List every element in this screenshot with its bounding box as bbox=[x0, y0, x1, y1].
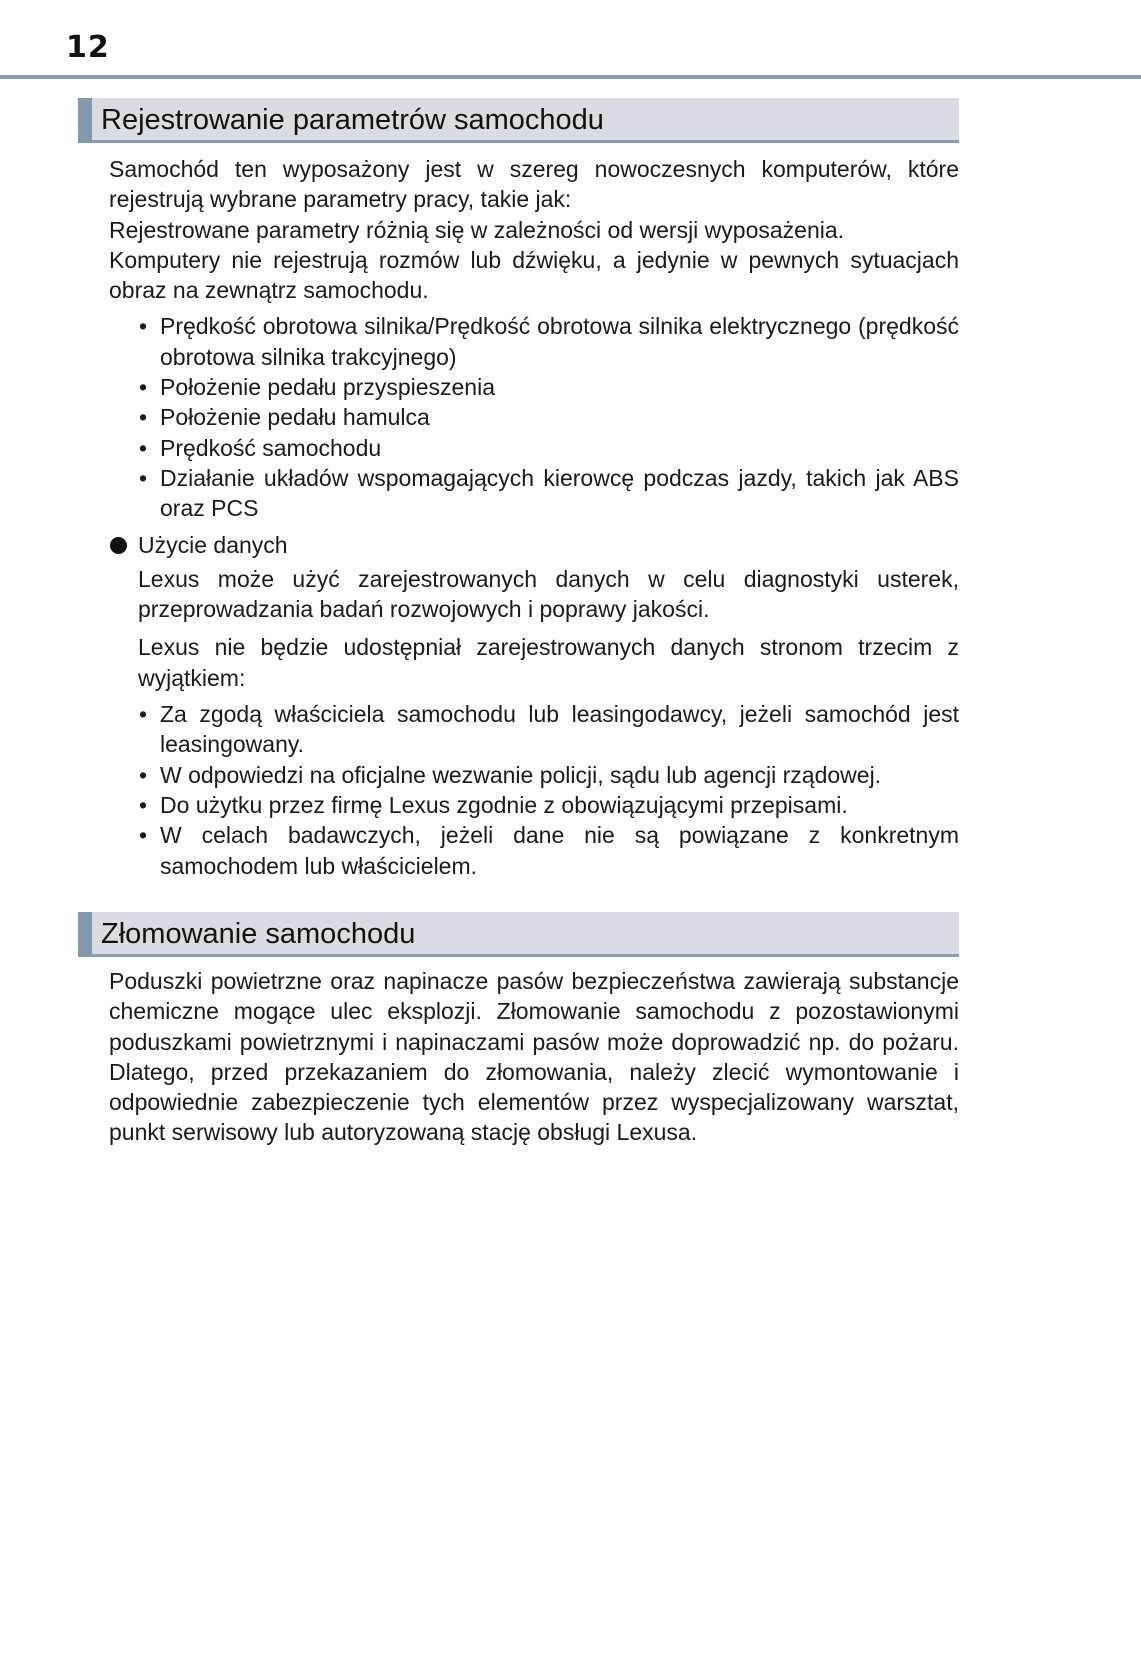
section-header-scrapping bbox=[78, 912, 959, 957]
bullet-icon: • bbox=[139, 761, 148, 788]
subheading-text: Użycie danych bbox=[138, 531, 288, 558]
intro-paragraph: Rejestrowane parametry różnią się w zależności od wersji wyposażenia. bbox=[109, 216, 845, 243]
list-item bbox=[139, 311, 959, 372]
list-item bbox=[139, 790, 959, 820]
intro-paragraph: Komputery nie rejestrują rozmów lub dźwięku, a jedynie w pewnych sytuacjach obraz na zewnątrz samochodu. bbox=[109, 246, 959, 304]
exceptions-list bbox=[109, 699, 959, 881]
list-item-text: W celach badawczych, jeżeli dane nie są powiązane z konkretnym samochodem lub właścicielem. bbox=[160, 822, 959, 879]
list-item-text: Do użytku przez firmę Lexus zgodnie z obowiązującymi przepisami. bbox=[160, 791, 848, 818]
section-title: Złomowanie samochodu bbox=[101, 918, 416, 950]
section-body-scrapping bbox=[109, 966, 959, 1148]
list-item bbox=[139, 433, 959, 463]
parameters-list bbox=[109, 311, 959, 523]
list-item-text: Położenie pedału przyspieszenia bbox=[160, 374, 495, 401]
list-item bbox=[139, 699, 959, 760]
page-number: 12 bbox=[66, 30, 110, 65]
bullet-icon: • bbox=[139, 791, 148, 818]
list-item bbox=[139, 372, 959, 402]
section-body-recording bbox=[109, 154, 959, 881]
bullet-icon: • bbox=[139, 701, 148, 728]
filled-circle-bullet-icon bbox=[110, 537, 127, 554]
top-divider bbox=[0, 75, 1141, 79]
bullet-icon: • bbox=[139, 404, 148, 431]
list-item-text: Prędkość obrotowa silnika/Prędkość obrotowa silnika elektrycznego (prędkość obrotowa silnika trakcyjnego) bbox=[160, 313, 959, 370]
data-use-paragraph: Lexus może użyć zarejestrowanych danych w celu diagnostyki usterek, przeprowadzania badań rozwojowych i poprawy jakości. bbox=[138, 565, 959, 623]
list-item bbox=[139, 463, 959, 524]
bullet-icon: • bbox=[139, 464, 148, 491]
bullet-icon: • bbox=[139, 822, 148, 849]
bullet-icon: • bbox=[139, 313, 148, 340]
list-item-text: Działanie układów wspomagających kierowcę podczas jazdy, takich jak ABS oraz PCS bbox=[160, 464, 959, 522]
data-use-heading bbox=[109, 530, 959, 560]
list-item-text: Prędkość samochodu bbox=[160, 434, 382, 461]
list-item bbox=[139, 402, 959, 432]
intro-paragraph: Samochód ten wyposażony jest w szereg nowoczesnych komputerów, które rejestrują wybrane parametry pracy, takie jak: bbox=[109, 156, 959, 213]
list-item bbox=[139, 820, 959, 881]
list-item-text: Położenie pedału hamulca bbox=[160, 404, 430, 431]
section-header-recording bbox=[78, 98, 959, 143]
data-sharing-paragraph: Lexus nie będzie udostępniał zarejestrowanych danych stronom trzecim z wyjątkiem: bbox=[138, 634, 959, 691]
header-accent-bar bbox=[78, 98, 92, 143]
scrapping-paragraph: Poduszki powietrzne oraz napinacze pasów bezpieczeństwa zawierają substancje chemiczne mogące ulec eksplozji. Złomowanie samochodu z pozostawionymi poduszkami powietrznymi i napinaczami pasów może doprowadzić np. do pożaru. Dlatego, przed przekazaniem do złomowania, należy zlecić wymontowanie i odpowiednie zabezpieczenie tych elementów przez wyspecjalizowany warsztat, punkt serwisowy lub autoryzowaną stację obsługi Lexusa. bbox=[109, 968, 959, 1146]
list-item-text: W odpowiedzi na oficjalne wezwanie policji, sądu lub agencji rządowej. bbox=[160, 761, 882, 788]
bullet-icon: • bbox=[139, 374, 148, 401]
header-accent-bar bbox=[78, 912, 92, 957]
section-title: Rejestrowanie parametrów samochodu bbox=[101, 104, 604, 136]
list-item-text: Za zgodą właściciela samochodu lub leasingodawcy, jeżeli samochód jest leasingowany. bbox=[160, 701, 959, 758]
bullet-icon: • bbox=[139, 434, 148, 461]
list-item bbox=[139, 760, 959, 790]
